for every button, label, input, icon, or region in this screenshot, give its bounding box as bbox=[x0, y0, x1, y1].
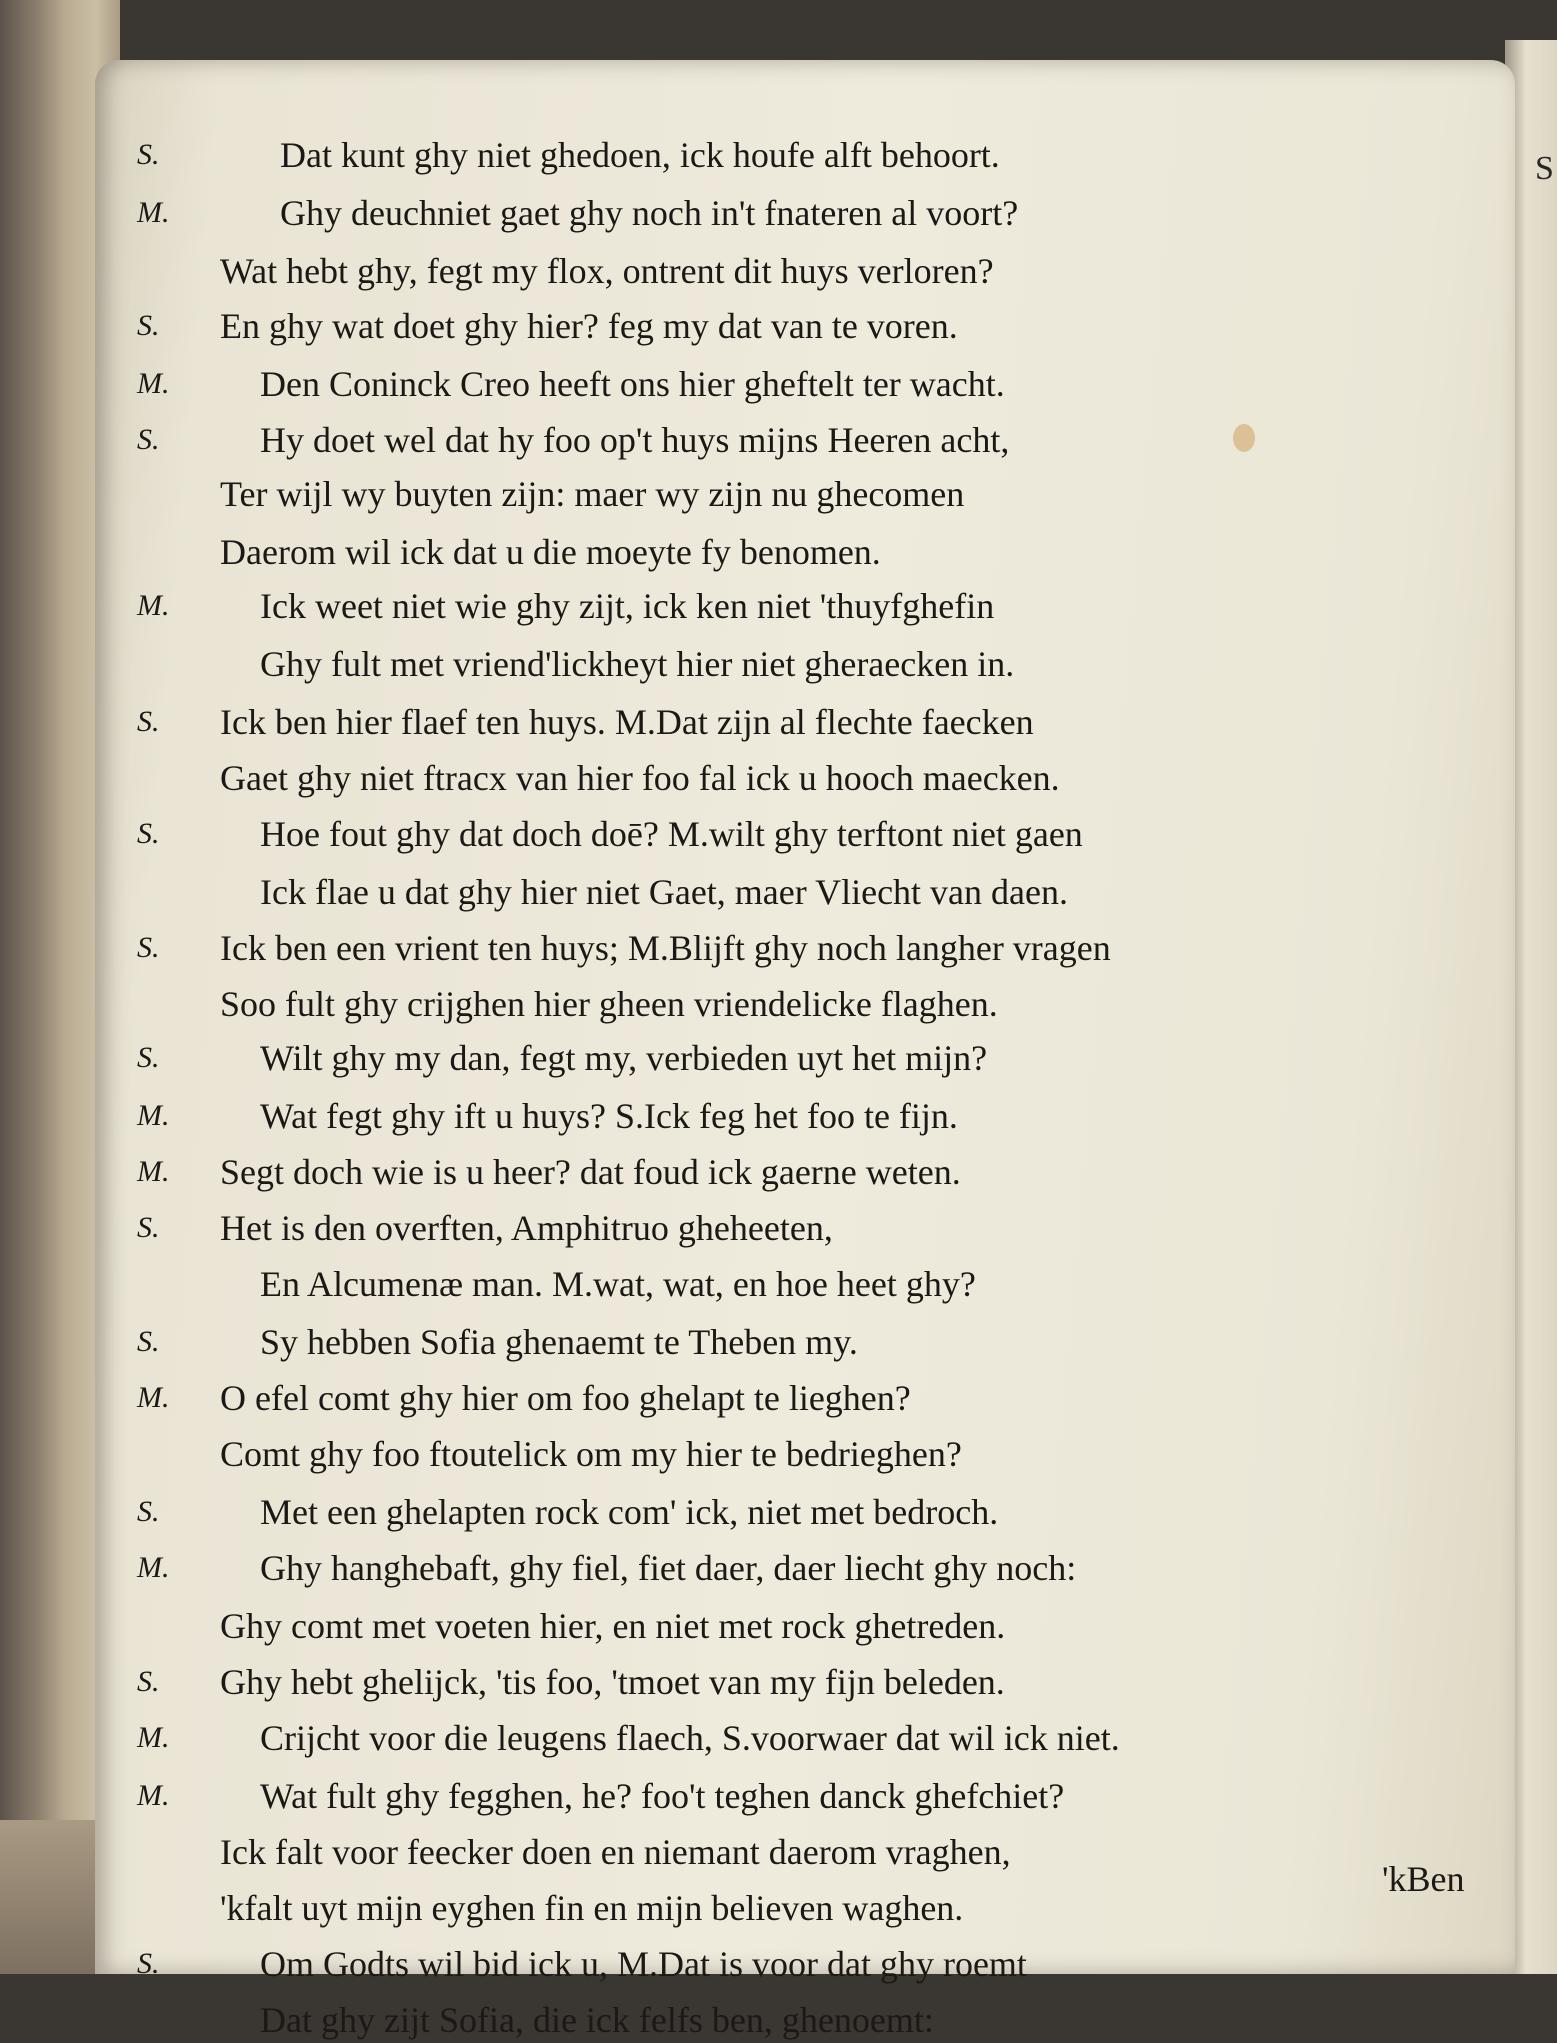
speaker-label: S. bbox=[137, 817, 160, 850]
line-text: Dat kunt ghy niet ghedoen, ick houfe alft behoort. bbox=[280, 135, 1000, 175]
line-text: Ick flae u dat ghy hier niet Gaet, maer Vliecht van daen. bbox=[260, 872, 1068, 912]
speaker-label: M. bbox=[137, 196, 170, 229]
dialogue-line bbox=[95, 1319, 1557, 1365]
dialogue-line bbox=[95, 1375, 1557, 1421]
speaker-label: S. bbox=[137, 1325, 160, 1358]
speaker-label: S. bbox=[137, 1495, 160, 1528]
line-text: Ick falt voor feecker doen en niemant daerom vraghen, bbox=[220, 1832, 1011, 1872]
dialogue-line bbox=[95, 1205, 1557, 1251]
line-text: 'kfalt uyt mijn eyghen fin en mijn believen waghen. bbox=[220, 1888, 964, 1928]
line-text: Wat fult ghy fegghen, he? foo't teghen danck ghefchiet? bbox=[260, 1776, 1065, 1816]
speaker-label: S. bbox=[137, 309, 160, 342]
line-text: Gaet ghy niet ftracx van hier foo fal ick u hooch maecken. bbox=[220, 758, 1060, 798]
line-text: En ghy wat doet ghy hier? feg my dat van te voren. bbox=[220, 306, 958, 346]
dialogue-line bbox=[95, 303, 1557, 349]
dialogue-line bbox=[95, 811, 1557, 857]
line-text: Om Godts wil bid ick u, M.Dat is voor dat ghy roemt bbox=[260, 1944, 1027, 1984]
dialogue-line bbox=[95, 417, 1557, 463]
dialogue-line bbox=[95, 1489, 1557, 1535]
line-text: Daerom wil ick dat u die moeyte fy benomen. bbox=[220, 532, 881, 572]
speaker-label: S. bbox=[137, 1947, 160, 1980]
dialogue-line bbox=[95, 190, 1557, 236]
line-text: Comt ghy foo ftoutelick om my hier te bedrieghen? bbox=[220, 1434, 962, 1474]
dialogue-line bbox=[95, 1773, 1557, 1819]
dialogue-line bbox=[95, 583, 1557, 629]
catchword: 'kBen bbox=[1382, 1859, 1465, 1899]
line-text: Ghy comt met voeten hier, en niet met rock ghetreden. bbox=[220, 1606, 1006, 1646]
speaker-label: M. bbox=[137, 1381, 170, 1414]
book-page bbox=[95, 60, 1515, 2040]
speaker-label: S. bbox=[137, 423, 160, 456]
line-text: Crijcht voor die leugens flaech, S.voorwaer dat wil ick niet. bbox=[260, 1718, 1120, 1758]
dialogue-line bbox=[95, 248, 1557, 294]
dialogue-line bbox=[95, 1659, 1557, 1705]
line-text: Ick ben een vrient ten huys; M.Blijft ghy noch langher vragen bbox=[220, 928, 1111, 968]
line-text: Dat ghy zijt Sofia, die ick felfs ben, ghenoemt: bbox=[260, 2000, 934, 2040]
line-text: Wat fegt ghy ift u huys? S.Ick feg het foo te fijn. bbox=[260, 1096, 958, 1136]
speaker-label: M. bbox=[137, 1551, 170, 1584]
dialogue-line bbox=[95, 1093, 1557, 1139]
dialogue-line bbox=[95, 925, 1557, 971]
dialogue-line bbox=[95, 699, 1557, 745]
line-text: Met een ghelapten rock com' ick, niet met bedroch. bbox=[260, 1492, 999, 1532]
line-text: Hoe fout ghy dat doch doē? M.wilt ghy terftont niet gaen bbox=[260, 814, 1083, 854]
dialogue-line bbox=[95, 1885, 1557, 1931]
dialogue-line bbox=[95, 1829, 1557, 1875]
dialogue-line bbox=[95, 1261, 1557, 1307]
speaker-label: S. bbox=[137, 1665, 160, 1698]
dialogue-line bbox=[95, 755, 1557, 801]
dialogue-line bbox=[95, 1603, 1557, 1649]
facing-page-letter: S bbox=[1535, 150, 1554, 187]
speaker-label: M. bbox=[137, 589, 170, 622]
line-text: Ghy deuchniet gaet ghy noch in't fnateren al voort? bbox=[280, 193, 1019, 233]
speaker-label: M. bbox=[137, 1779, 170, 1812]
dialogue-line bbox=[95, 1545, 1557, 1591]
dialogue-line bbox=[95, 1941, 1557, 1987]
dialogue-line bbox=[95, 869, 1557, 915]
dialogue-line bbox=[95, 981, 1557, 1027]
dialogue-line bbox=[95, 641, 1557, 687]
dialogue-line bbox=[95, 1715, 1557, 1761]
speaker-label: S. bbox=[137, 1041, 160, 1074]
line-text: Hy doet wel dat hy foo op't huys mijns Heeren acht, bbox=[260, 420, 1010, 460]
line-text: Ghy hanghebaft, ghy fiel, fiet daer, daer liecht ghy noch: bbox=[260, 1548, 1077, 1588]
line-text: Wat hebt ghy, fegt my flox, ontrent dit huys verloren? bbox=[220, 251, 994, 291]
line-text: Het is den overften, Amphitruo gheheeten, bbox=[220, 1208, 833, 1248]
line-text: Ick ben hier flaef ten huys. M.Dat zijn al flechte faecken bbox=[220, 702, 1034, 742]
line-text: Ghy fult met vriend'lickheyt hier niet gheraecken in. bbox=[260, 644, 1015, 684]
dialogue-line bbox=[95, 1035, 1557, 1081]
dialogue-line bbox=[95, 361, 1557, 407]
line-text: Soo fult ghy crijghen hier gheen vriendelicke flaghen. bbox=[220, 984, 998, 1024]
line-text: Ter wijl wy buyten zijn: maer wy zijn nu ghecomen bbox=[220, 474, 965, 514]
line-text: En Alcumenæ man. M.wat, wat, en hoe heet ghy? bbox=[260, 1264, 976, 1304]
dialogue-line bbox=[95, 1997, 1557, 2043]
speaker-label: S. bbox=[137, 931, 160, 964]
speaker-label: S. bbox=[137, 138, 160, 171]
line-text: Segt doch wie is u heer? dat foud ick gaerne weten. bbox=[220, 1152, 961, 1192]
speaker-label: M. bbox=[137, 1099, 170, 1132]
speaker-label: M. bbox=[137, 1721, 170, 1754]
speaker-label: M. bbox=[137, 1155, 170, 1188]
dialogue-line bbox=[95, 1431, 1557, 1477]
dialogue-line bbox=[95, 132, 1557, 178]
line-text: Ghy hebt ghelijck, 'tis foo, 'tmoet van my fijn beleden. bbox=[220, 1662, 1005, 1702]
line-text: Ick weet niet wie ghy zijt, ick ken niet 'thuyfghefin bbox=[260, 586, 995, 626]
speaker-label: M. bbox=[137, 367, 170, 400]
speaker-label: S. bbox=[137, 705, 160, 738]
line-text: O efel comt ghy hier om foo ghelapt te lieghen? bbox=[220, 1378, 911, 1418]
line-text: Den Coninck Creo heeft ons hier gheftelt ter wacht. bbox=[260, 364, 1005, 404]
dialogue-line bbox=[95, 529, 1557, 575]
dialogue-line bbox=[95, 471, 1557, 517]
line-text: Wilt ghy my dan, fegt my, verbieden uyt het mijn? bbox=[260, 1038, 988, 1078]
line-text: Sy hebben Sofia ghenaemt te Theben my. bbox=[260, 1322, 858, 1362]
speaker-label: S. bbox=[137, 1211, 160, 1244]
dialogue-line bbox=[95, 1149, 1557, 1195]
